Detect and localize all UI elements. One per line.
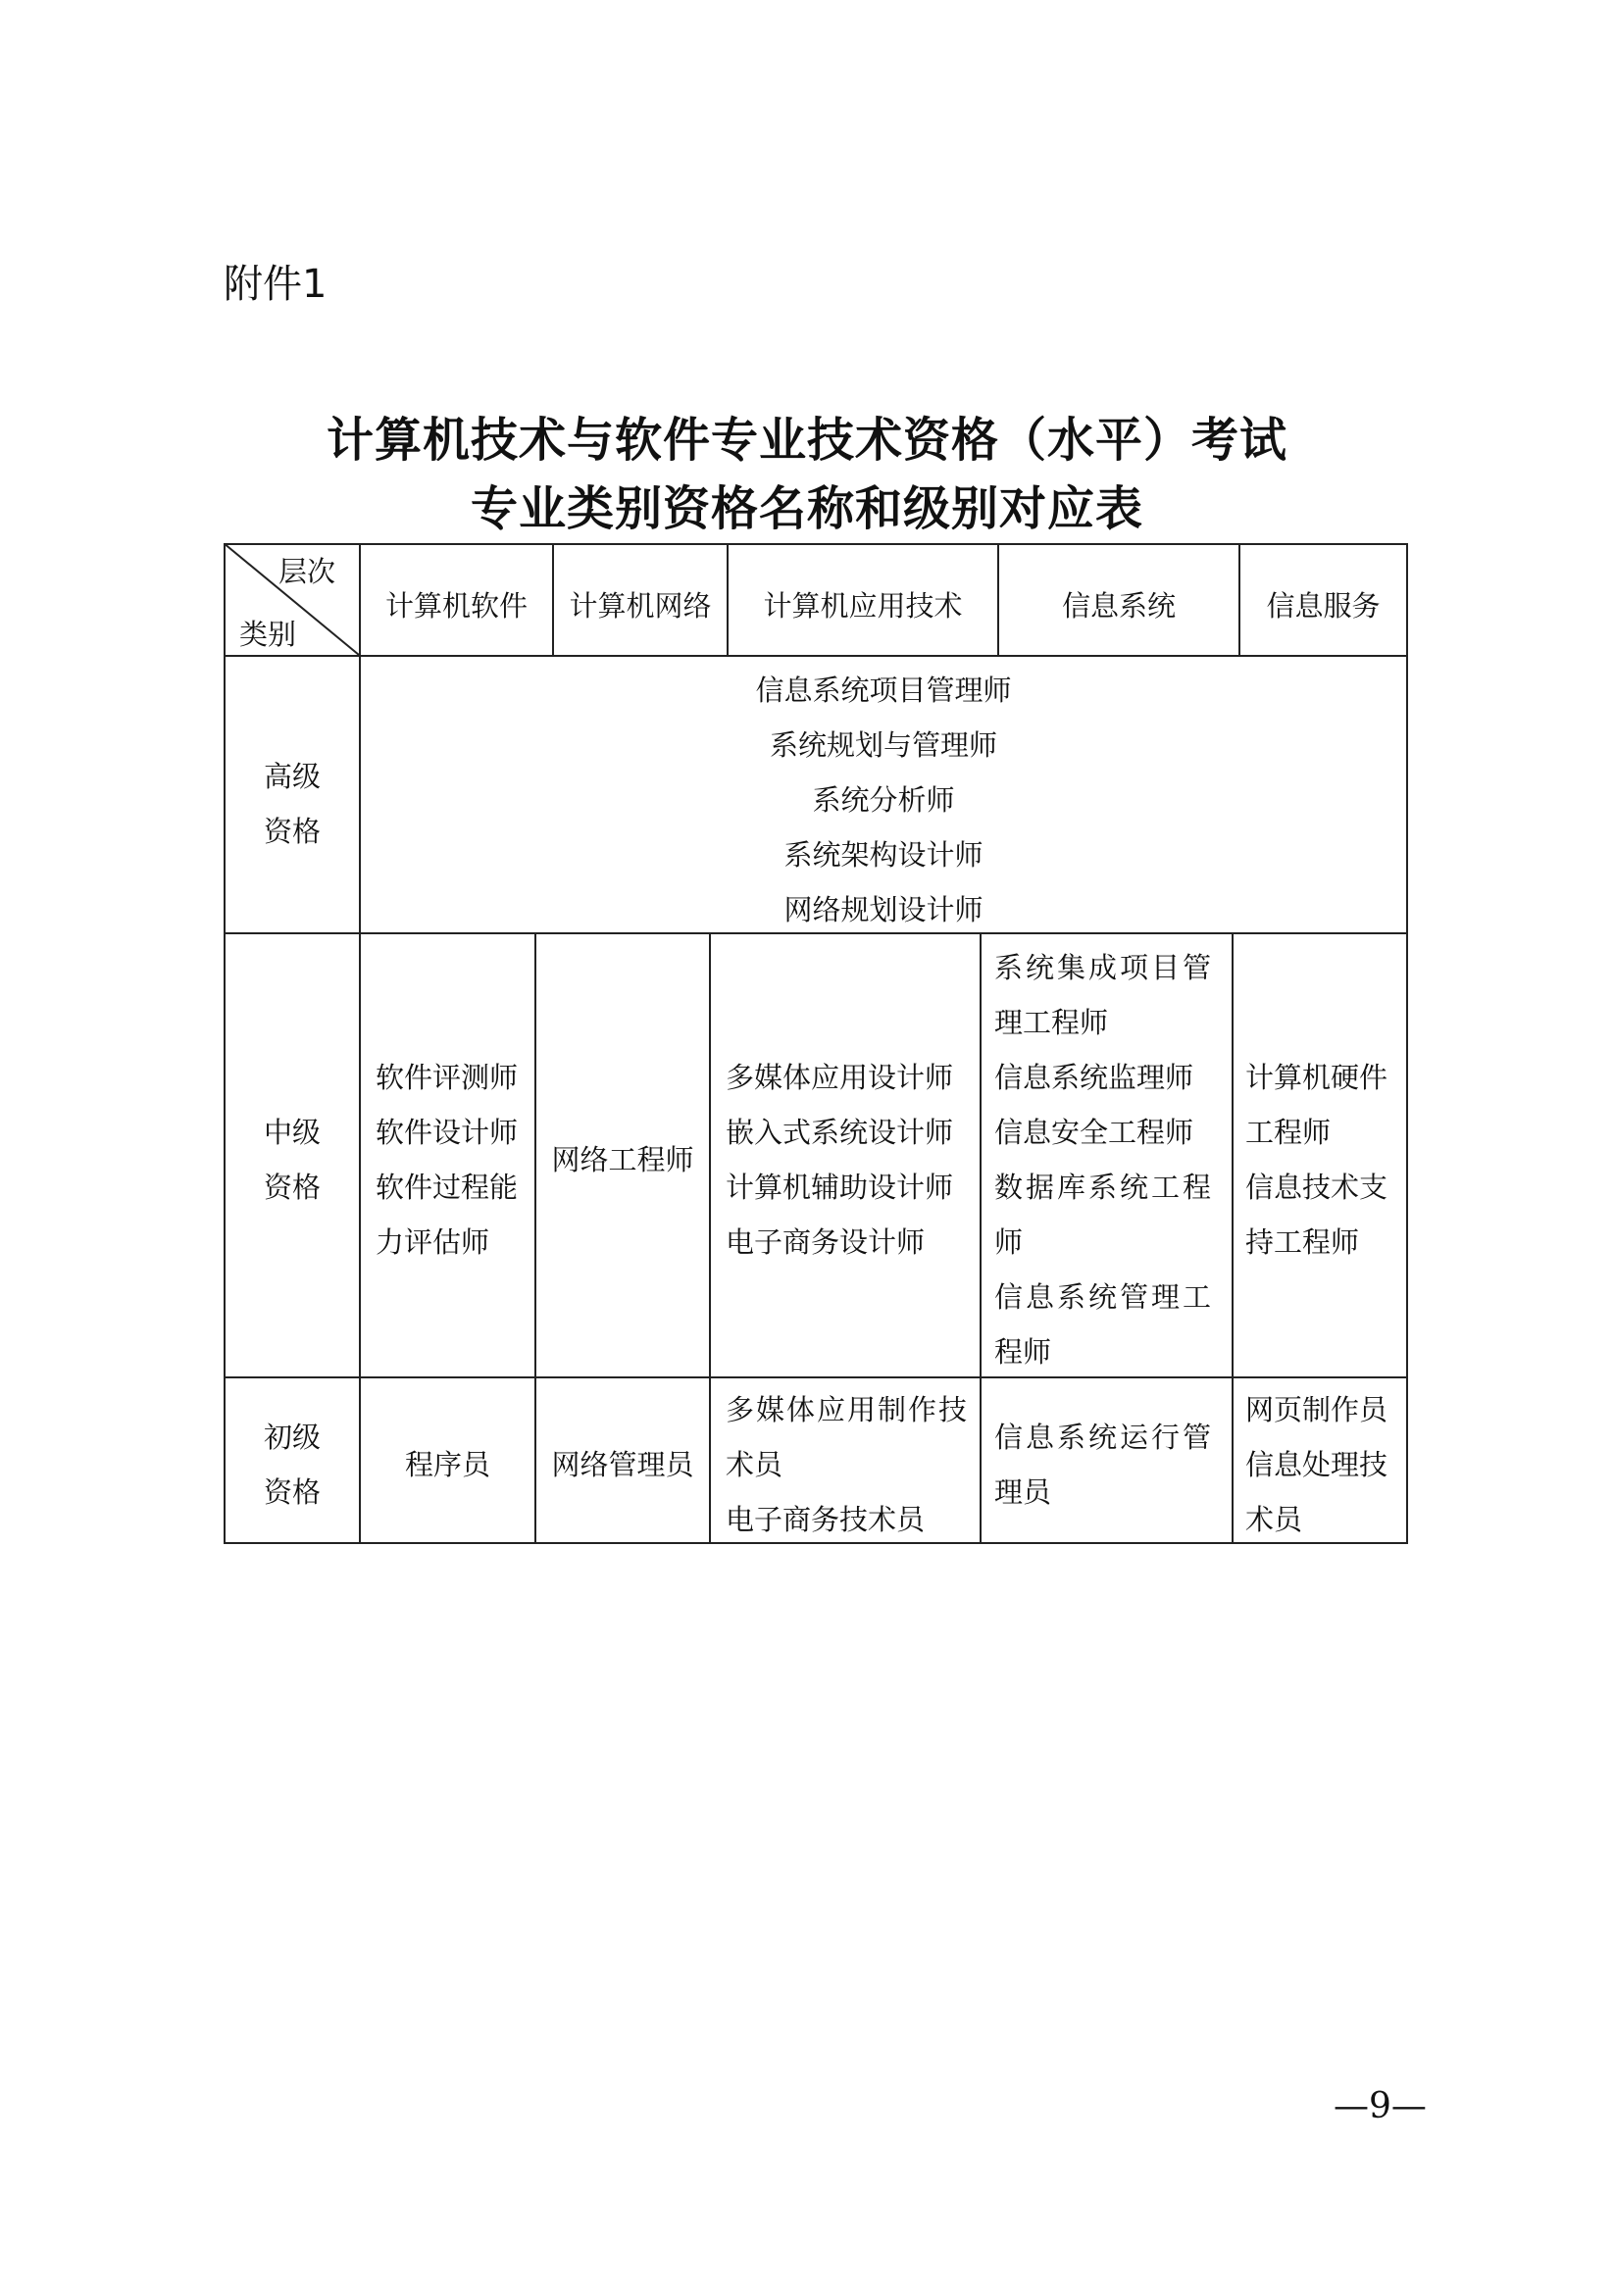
senior-item: 信息系统项目管理师 [755,674,1012,707]
intermediate-info-service-item: 信息技术支 [1245,1171,1388,1204]
intermediate-info-system-item: 信息系统监理师 [994,1061,1194,1094]
intermediate-software-item: 软件过程能 [376,1171,519,1204]
junior-info-system-item: 信息系统运行管 [994,1421,1215,1454]
header-info-system: 信息系统 [1061,589,1176,623]
intermediate-label-line2: 资格 [263,1171,321,1204]
senior-item: 系统架构设计师 [783,838,984,872]
junior-info-service-item: 信息处理技 [1245,1448,1388,1481]
header-computer-software: 计算机软件 [384,589,528,623]
intermediate-info-system-item: 师 [994,1225,1024,1259]
intermediate-info-system-item: 数据库系统工程 [994,1171,1215,1204]
intermediate-info-system-item: 系统集成项目管 [994,951,1215,984]
junior-software-item: 程序员 [404,1448,490,1481]
intermediate-software-item: 软件设计师 [376,1116,519,1149]
intermediate-label-line1: 中级 [263,1116,321,1149]
corner-level-label: 层次 [278,555,336,588]
intermediate-application-item: 多媒体应用设计师 [726,1061,954,1094]
junior-label-line2: 资格 [263,1475,321,1509]
intermediate-software-item: 力评估师 [376,1225,490,1259]
intermediate-info-system-item: 程师 [994,1335,1052,1369]
header-computer-network: 计算机网络 [569,589,712,623]
intermediate-network-item: 网络工程师 [551,1143,694,1176]
corner-category-label: 类别 [239,618,297,651]
intermediate-info-system-item: 信息系统管理工 [994,1280,1215,1314]
senior-item: 系统规划与管理师 [769,728,997,762]
intermediate-software-item: 软件评测师 [376,1061,519,1094]
attachment-label: 附件1 [224,262,328,307]
senior-label-line1: 高级 [263,760,321,793]
junior-info-service-item: 术员 [1245,1503,1303,1536]
intermediate-application-item: 计算机辅助设计师 [726,1171,954,1204]
intermediate-info-system-item: 信息安全工程师 [994,1116,1194,1149]
junior-info-system-item: 理员 [994,1475,1052,1509]
document-title-line1: 计算机技术与软件专业技术资格（水平）考试 [326,413,1287,468]
intermediate-info-service-item: 计算机硬件 [1245,1061,1388,1094]
header-computer-application: 计算机应用技术 [763,589,963,623]
senior-item: 系统分析师 [812,783,955,817]
intermediate-application-item: 电子商务设计师 [726,1225,926,1259]
document-title-line2: 专业类别资格名称和级别对应表 [470,481,1143,536]
junior-network-item: 网络管理员 [551,1448,694,1481]
senior-label-line2: 资格 [263,815,321,848]
page-number: —9— [1334,2086,1427,2126]
junior-label-line1: 初级 [263,1421,321,1454]
junior-info-service-item: 网页制作员 [1245,1393,1388,1426]
junior-application-item: 术员 [726,1448,783,1481]
intermediate-info-service-item: 工程师 [1245,1116,1332,1149]
junior-application-item: 多媒体应用制作技 [726,1393,970,1426]
header-info-service: 信息服务 [1266,589,1381,623]
intermediate-info-service-item: 持工程师 [1245,1225,1360,1259]
senior-item: 网络规划设计师 [783,893,984,926]
intermediate-application-item: 嵌入式系统设计师 [726,1116,954,1149]
intermediate-info-system-item: 理工程师 [994,1006,1109,1039]
junior-application-item: 电子商务技术员 [726,1503,926,1536]
